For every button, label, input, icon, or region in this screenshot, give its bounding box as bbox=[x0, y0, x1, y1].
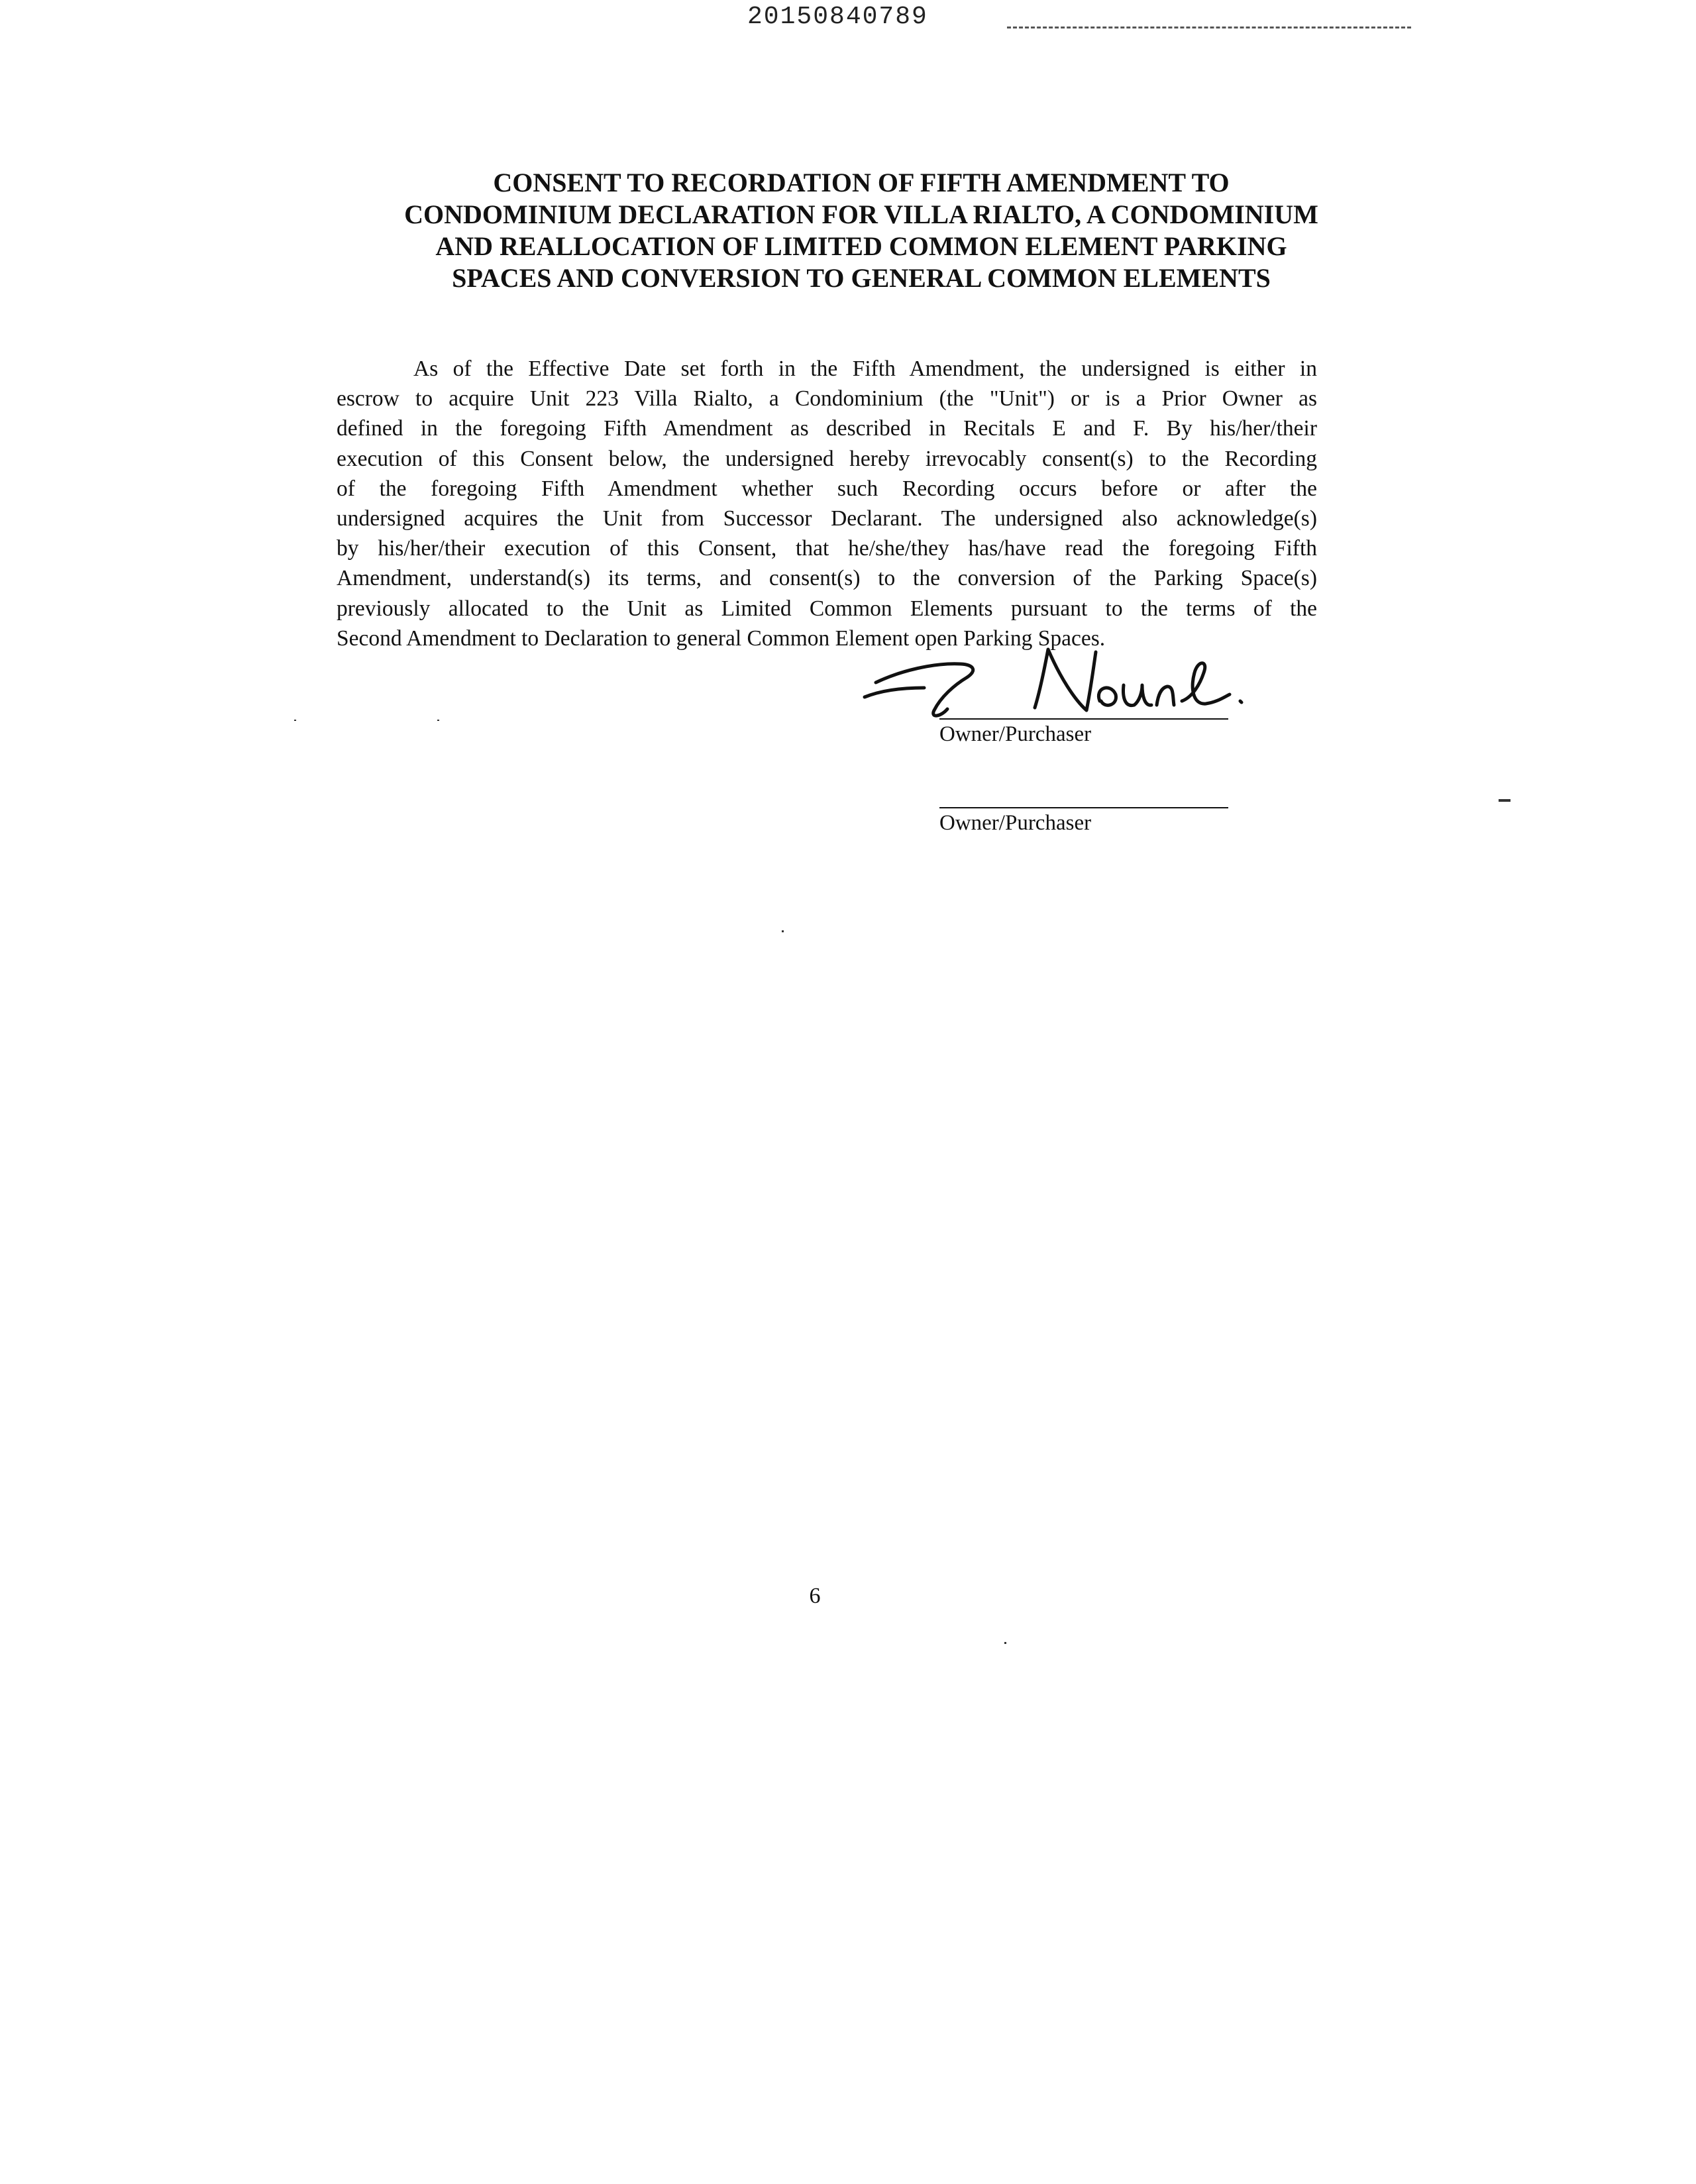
paragraph-line: Amendment, understand(s) its terms, and consent(s) to the conversion of the Parking Space(s) bbox=[337, 566, 1317, 591]
signature-label: Owner/Purchaser bbox=[939, 811, 1092, 835]
paragraph-line: execution of this Consent below, the undersigned hereby irrevocably consent(s) to the Recording bbox=[337, 446, 1317, 471]
paragraph-line: Second Amendment to Declaration to general Common Element open Parking Spaces. bbox=[337, 626, 1106, 651]
title-line: CONDOMINIUM DECLARATION FOR VILLA RIALTO, A CONDOMINIUM bbox=[404, 199, 1318, 229]
title-line: CONSENT TO RECORDATION OF FIFTH AMENDMENT TO bbox=[493, 168, 1230, 197]
header-rule bbox=[1007, 27, 1411, 28]
paragraph-line: of the foregoing Fifth Amendment whether such Recording occurs before or after the bbox=[337, 476, 1317, 501]
paragraph-line: previously allocated to the Unit as Limited Common Elements pursuant to the terms of the bbox=[337, 596, 1317, 621]
scan-artifact bbox=[1004, 1642, 1006, 1644]
paragraph-line: undersigned acquires the Unit from Successor Declarant. The undersigned also acknowledge(s) bbox=[337, 506, 1317, 531]
scan-artifact bbox=[782, 930, 784, 932]
document-title bbox=[318, 167, 1404, 294]
scan-artifact bbox=[437, 720, 439, 721]
handwritten-signature bbox=[861, 644, 1246, 724]
paragraph-line: As of the Effective Date set forth in the Fifth Amendment, the undersigned is either in bbox=[413, 356, 1317, 381]
paragraph-line: by his/her/their execution of this Consent, that he/she/they has/have read the foregoing Fifth bbox=[337, 536, 1317, 561]
signature-line bbox=[939, 807, 1228, 808]
title-line: AND REALLOCATION OF LIMITED COMMON ELEMENT PARKING bbox=[435, 231, 1287, 261]
paragraph-line: defined in the foregoing Fifth Amendment as described in Recitals E and F. By his/her/their bbox=[337, 416, 1317, 441]
signature-line bbox=[939, 718, 1228, 720]
signature-label: Owner/Purchaser bbox=[939, 722, 1092, 746]
scan-artifact bbox=[294, 720, 296, 721]
scan-artifact bbox=[1499, 799, 1510, 802]
title-line: SPACES AND CONVERSION TO GENERAL COMMON ELEMENTS bbox=[452, 263, 1271, 293]
document-number: 20150840789 bbox=[747, 3, 928, 31]
page-number: 6 bbox=[809, 1584, 821, 1608]
paragraph-line: escrow to acquire Unit 223 Villa Rialto, a Condominium (the "Unit") or is a Prior Owner as bbox=[337, 386, 1317, 411]
consent-paragraph bbox=[337, 354, 1317, 653]
